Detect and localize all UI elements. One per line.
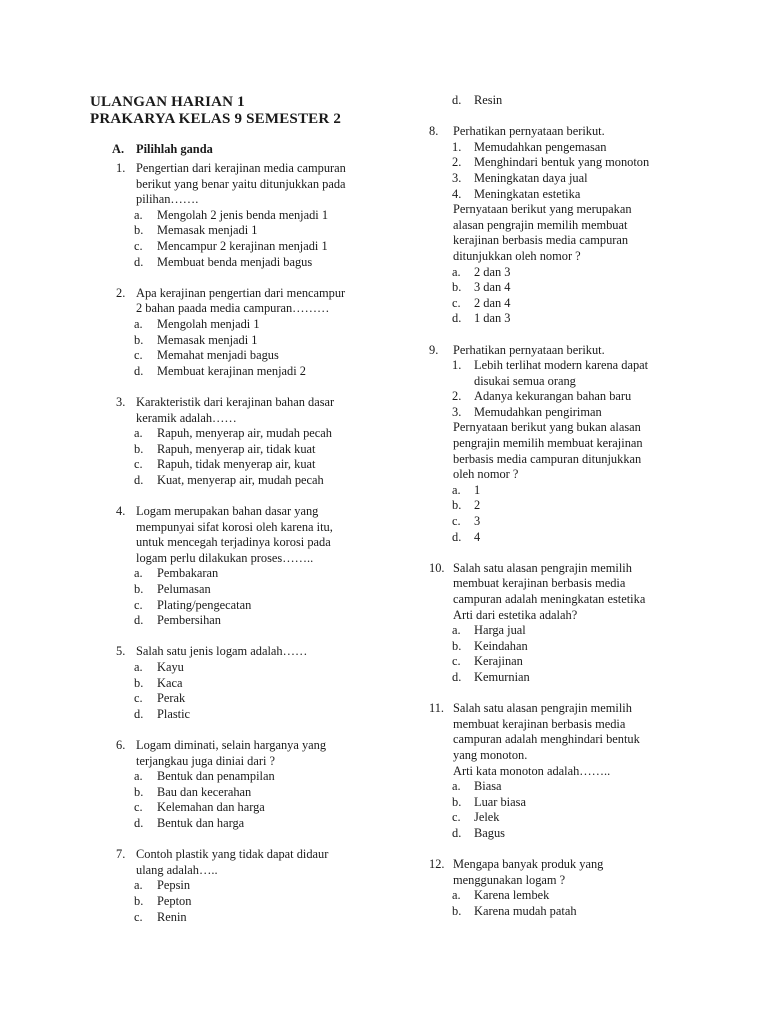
option-text: Rapuh, menyerap air, tidak kuat bbox=[157, 441, 316, 456]
question-number: 4. bbox=[116, 504, 126, 519]
option-letter: b. bbox=[134, 441, 144, 456]
answer-option bbox=[134, 208, 376, 224]
option-letter: d. bbox=[452, 669, 462, 684]
question-text-line: terjangkau juga diniai dari ? bbox=[136, 753, 275, 768]
option-text: 2 bbox=[474, 498, 481, 513]
question-text-line: Salah satu jenis logam adalah…… bbox=[136, 644, 308, 659]
option-text: Mengolah 2 jenis benda menjadi 1 bbox=[157, 207, 329, 222]
statement-item bbox=[452, 405, 709, 421]
option-text: Mengolah menjadi 1 bbox=[157, 316, 260, 331]
option-text: 3 bbox=[474, 514, 481, 529]
option-text: Memasak menjadi 1 bbox=[157, 223, 258, 238]
question-text-line: untuk mencegah terjadinya korosi pada bbox=[136, 535, 331, 550]
question-text-line: membuat kerajinan berbasis media bbox=[453, 576, 626, 591]
answer-option bbox=[452, 530, 709, 546]
answer-option bbox=[134, 800, 376, 816]
answer-option bbox=[134, 676, 376, 692]
question bbox=[429, 561, 709, 686]
answer-option bbox=[134, 442, 376, 458]
option-text: Membuat benda menjadi bagus bbox=[157, 254, 313, 269]
question-text-line: berbasis media campuran ditunjukkan bbox=[453, 451, 642, 466]
option-text: Plating/pengecatan bbox=[157, 597, 252, 612]
option-letter: a. bbox=[452, 779, 461, 794]
question-number: 11. bbox=[429, 701, 445, 716]
option-letter: b. bbox=[134, 582, 144, 597]
statement-text: Meningkatan daya jual bbox=[474, 170, 588, 185]
answer-option bbox=[134, 785, 376, 801]
option-text: Memahat menjadi bagus bbox=[157, 348, 279, 363]
answer-option bbox=[134, 613, 376, 629]
option-text: Keindahan bbox=[474, 638, 528, 653]
question-number: 9. bbox=[429, 342, 439, 357]
answer-option bbox=[452, 280, 709, 296]
option-text: Perak bbox=[157, 691, 186, 706]
question-number: 1. bbox=[116, 161, 126, 175]
option-text: Bagus bbox=[474, 825, 505, 840]
option-letter: c. bbox=[134, 457, 143, 472]
option-letter: c. bbox=[452, 514, 461, 529]
option-text: Mencampur 2 kerajinan menjadi 1 bbox=[157, 238, 328, 253]
answer-option bbox=[134, 473, 376, 489]
statement-item bbox=[452, 155, 709, 171]
option-text: Bentuk dan penampilan bbox=[157, 769, 275, 784]
document-title: ULANGAN HARIAN 1 bbox=[90, 94, 245, 110]
answer-option bbox=[134, 457, 376, 473]
answer-option bbox=[134, 769, 376, 785]
option-text: Memasak menjadi 1 bbox=[157, 332, 258, 347]
option-text: Rapuh, tidak menyerap air, kuat bbox=[157, 457, 316, 472]
option-text: Harga jual bbox=[474, 623, 526, 638]
answer-option bbox=[452, 93, 709, 109]
question-number: 12. bbox=[429, 857, 445, 872]
question bbox=[116, 847, 376, 925]
answer-option bbox=[452, 514, 709, 530]
answer-option bbox=[452, 904, 709, 920]
option-text: Pelumasan bbox=[157, 582, 211, 597]
question-number: 7. bbox=[116, 847, 126, 862]
option-letter: c. bbox=[134, 909, 143, 924]
question-text-line: Pernyataan berikut yang bukan alasan bbox=[453, 420, 641, 435]
answer-option bbox=[452, 654, 709, 670]
answer-option bbox=[452, 311, 709, 327]
option-text: Kayu bbox=[157, 660, 184, 674]
answer-option bbox=[134, 816, 376, 832]
option-letter: b. bbox=[134, 675, 144, 690]
question-text-line: logam perlu dilakukan proses…….. bbox=[136, 550, 314, 565]
question-text-line: Contoh plastik yang tidak dapat didaur bbox=[136, 847, 329, 862]
question bbox=[116, 286, 376, 380]
question bbox=[116, 161, 376, 270]
answer-option bbox=[452, 795, 709, 811]
question-number: 3. bbox=[116, 394, 126, 409]
question bbox=[116, 504, 376, 629]
option-text: Kelemahan dan harga bbox=[157, 800, 265, 815]
option-text: 2 dan 4 bbox=[474, 295, 511, 310]
option-letter: a. bbox=[452, 482, 461, 497]
question bbox=[429, 343, 709, 546]
question-text-line: Karakteristik dari kerajinan bahan dasar bbox=[136, 394, 335, 409]
answer-option bbox=[134, 707, 376, 723]
option-letter: c. bbox=[134, 597, 143, 612]
question-text-line: Arti dari estetika adalah? bbox=[453, 607, 578, 622]
option-text: 1 dan 3 bbox=[474, 311, 511, 326]
option-text: Luar biasa bbox=[474, 794, 526, 809]
option-text: 4 bbox=[474, 529, 481, 544]
option-text: Renin bbox=[157, 909, 187, 924]
answer-option bbox=[452, 670, 709, 686]
question-text-line: 2 bahan paada media campuran……… bbox=[136, 301, 330, 316]
question-text-line: campuran adalah menghindari bentuk bbox=[453, 732, 640, 747]
statement-number: 3. bbox=[452, 170, 462, 185]
option-letter: c. bbox=[452, 810, 461, 825]
question-text-line: Perhatikan pernyataan berikut. bbox=[453, 342, 605, 357]
question-number: 10. bbox=[429, 560, 445, 575]
answer-option bbox=[452, 623, 709, 639]
statement-text: disukai semua orang bbox=[474, 373, 576, 388]
question-text-line: pengrajin memilih membuat kerajinan bbox=[453, 436, 643, 451]
question bbox=[429, 857, 709, 919]
option-letter: b. bbox=[134, 893, 144, 908]
statement-number: 3. bbox=[452, 404, 462, 419]
statement-item bbox=[452, 389, 709, 405]
option-letter: c. bbox=[134, 800, 143, 815]
option-letter: a. bbox=[134, 566, 143, 581]
option-text: Kemurnian bbox=[474, 669, 530, 684]
question-text-line: membuat kerajinan berbasis media bbox=[453, 716, 626, 731]
statement-item bbox=[452, 187, 709, 203]
statement-item bbox=[452, 140, 709, 156]
option-letter: a. bbox=[452, 888, 461, 903]
question bbox=[429, 701, 709, 841]
question-number: 8. bbox=[429, 124, 439, 139]
answer-option bbox=[134, 598, 376, 614]
question-text-line: campuran adalah meningkatan estetika bbox=[453, 592, 646, 606]
statement-number: 4. bbox=[452, 186, 462, 201]
answer-option bbox=[134, 223, 376, 239]
question-text-line: oleh nomor ? bbox=[453, 467, 519, 482]
question-text-line: berikut yang benar yaitu ditunjukkan pada bbox=[136, 176, 346, 191]
answer-option bbox=[134, 582, 376, 598]
option-letter: a. bbox=[134, 426, 143, 441]
option-text: 3 dan 4 bbox=[474, 280, 511, 295]
option-letter: b. bbox=[134, 223, 144, 238]
option-letter: c. bbox=[134, 348, 143, 363]
question-number: 2. bbox=[116, 285, 126, 300]
option-letter: b. bbox=[452, 903, 462, 918]
option-letter: d. bbox=[452, 825, 462, 840]
option-text: Biasa bbox=[474, 779, 502, 794]
answer-option bbox=[452, 498, 709, 514]
question-text-line: Salah satu alasan pengrajin memilih bbox=[453, 560, 632, 575]
statement-text: Adanya kekurangan bahan baru bbox=[474, 389, 632, 404]
answer-option bbox=[134, 894, 376, 910]
option-letter: d. bbox=[452, 529, 462, 544]
left-column bbox=[116, 161, 376, 941]
answer-option bbox=[452, 639, 709, 655]
question-text-line: yang monoton. bbox=[453, 747, 528, 762]
question-text-line: Logam merupakan bahan dasar yang bbox=[136, 504, 319, 519]
statement-item bbox=[452, 358, 709, 389]
option-text: Rapuh, menyerap air, mudah pecah bbox=[157, 426, 332, 441]
question-text-line: ulang adalah….. bbox=[136, 862, 218, 877]
statement-number: 1. bbox=[452, 358, 462, 373]
option-letter: d. bbox=[134, 815, 144, 830]
option-letter: a. bbox=[452, 623, 461, 638]
question bbox=[429, 93, 709, 109]
answer-option bbox=[452, 810, 709, 826]
document-subtitle: PRAKARYA KELAS 9 SEMESTER 2 bbox=[90, 111, 342, 127]
question bbox=[116, 738, 376, 832]
answer-option bbox=[452, 826, 709, 842]
statement-text: Menghindari bentuk yang monoton bbox=[474, 155, 650, 170]
question-text-line: Salah satu alasan pengrajin memilih bbox=[453, 701, 632, 716]
option-text: Bau dan kecerahan bbox=[157, 784, 252, 799]
option-text: 1 bbox=[474, 482, 481, 497]
option-text: Karena lembek bbox=[474, 888, 550, 903]
answer-option bbox=[452, 296, 709, 312]
option-letter: b. bbox=[134, 332, 144, 347]
question bbox=[116, 395, 376, 489]
question-text-line: Pernyataan berikut yang merupakan bbox=[453, 202, 632, 217]
statement-text: Lebih terlihat modern karena dapat bbox=[474, 358, 649, 373]
option-text: Kuat, menyerap air, mudah pecah bbox=[157, 472, 324, 487]
option-letter: a. bbox=[134, 660, 143, 674]
question-text-line: mempunyai sifat korosi oleh karena itu, bbox=[136, 519, 333, 534]
answer-option bbox=[134, 910, 376, 926]
answer-option bbox=[452, 265, 709, 281]
option-letter: c. bbox=[452, 654, 461, 669]
option-letter: b. bbox=[452, 498, 462, 513]
section-heading bbox=[112, 142, 213, 158]
question-text-line: kerajinan berbasis media campuran bbox=[453, 233, 629, 248]
answer-option bbox=[134, 426, 376, 442]
question-text-line: Pengertian dari kerajinan media campuran bbox=[136, 161, 346, 175]
option-text: Pepton bbox=[157, 893, 192, 908]
section-label: Pilihlah ganda bbox=[136, 142, 213, 156]
option-letter: a. bbox=[134, 878, 143, 893]
option-letter: c. bbox=[134, 691, 143, 706]
statement-number: 1. bbox=[452, 139, 462, 154]
answer-option bbox=[134, 255, 376, 271]
question-text-line: Arti kata monoton adalah…….. bbox=[453, 763, 611, 778]
option-text: Karena mudah patah bbox=[474, 903, 577, 918]
option-letter: b. bbox=[452, 638, 462, 653]
statement-number: 2. bbox=[452, 155, 462, 170]
option-text: 2 dan 3 bbox=[474, 264, 511, 279]
option-text: Kaca bbox=[157, 675, 183, 690]
option-letter: d. bbox=[134, 363, 144, 378]
question bbox=[429, 124, 709, 327]
statement-text: Meningkatan estetika bbox=[474, 186, 581, 201]
answer-option bbox=[134, 566, 376, 582]
option-text: Membuat kerajinan menjadi 2 bbox=[157, 363, 306, 378]
option-text: Kerajinan bbox=[474, 654, 523, 669]
statement-item bbox=[452, 171, 709, 187]
answer-option bbox=[452, 779, 709, 795]
question-number: 6. bbox=[116, 737, 126, 752]
option-text: Jelek bbox=[474, 810, 500, 825]
option-letter: d. bbox=[452, 93, 462, 107]
answer-option bbox=[134, 333, 376, 349]
option-letter: b. bbox=[134, 784, 144, 799]
option-letter: b. bbox=[452, 794, 462, 809]
option-text: Pembersihan bbox=[157, 613, 222, 628]
answer-option bbox=[134, 691, 376, 707]
option-text: Pembakaran bbox=[157, 566, 219, 581]
option-letter: c. bbox=[134, 238, 143, 253]
question-number: 5. bbox=[116, 644, 126, 659]
question-text-line: Perhatikan pernyataan berikut. bbox=[453, 124, 605, 139]
option-letter: d. bbox=[134, 472, 144, 487]
question-text-line: Apa kerajinan pengertian dari mencampur bbox=[136, 285, 346, 300]
answer-option bbox=[134, 660, 376, 676]
answer-option bbox=[134, 317, 376, 333]
option-letter: a. bbox=[134, 207, 143, 222]
option-letter: d. bbox=[134, 706, 144, 721]
option-letter: a. bbox=[134, 316, 143, 331]
option-letter: a. bbox=[134, 769, 143, 784]
answer-option bbox=[452, 483, 709, 499]
question-text-line: keramik adalah…… bbox=[136, 410, 237, 425]
question-text-line: pilihan……. bbox=[136, 192, 199, 207]
question-text-line: menggunakan logam ? bbox=[453, 872, 566, 887]
statement-text: Memudahkan pengemasan bbox=[474, 139, 607, 154]
option-letter: d. bbox=[134, 613, 144, 628]
option-text: Resin bbox=[474, 93, 503, 107]
question bbox=[116, 644, 376, 722]
option-letter: b. bbox=[452, 280, 462, 295]
statement-text: Memudahkan pengiriman bbox=[474, 404, 602, 419]
option-letter: c. bbox=[452, 295, 461, 310]
option-text: Pepsin bbox=[157, 878, 191, 893]
option-letter: a. bbox=[452, 264, 461, 279]
answer-option bbox=[134, 878, 376, 894]
right-column bbox=[429, 93, 709, 935]
option-letter: d. bbox=[134, 254, 144, 269]
option-letter: d. bbox=[452, 311, 462, 326]
statement-number: 2. bbox=[452, 389, 462, 404]
question-text-line: ditunjukkan oleh nomor ? bbox=[453, 248, 581, 263]
option-text: Bentuk dan harga bbox=[157, 815, 245, 830]
question-text-line: alasan pengrajin memilih membuat bbox=[453, 217, 628, 232]
option-text: Plastic bbox=[157, 706, 191, 721]
answer-option bbox=[134, 348, 376, 364]
section-letter: A. bbox=[112, 142, 125, 156]
answer-option bbox=[134, 239, 376, 255]
question-text-line: Mengapa banyak produk yang bbox=[453, 857, 604, 872]
answer-option bbox=[134, 364, 376, 380]
question-text-line: Logam diminati, selain harganya yang bbox=[136, 737, 327, 752]
answer-option bbox=[452, 888, 709, 904]
